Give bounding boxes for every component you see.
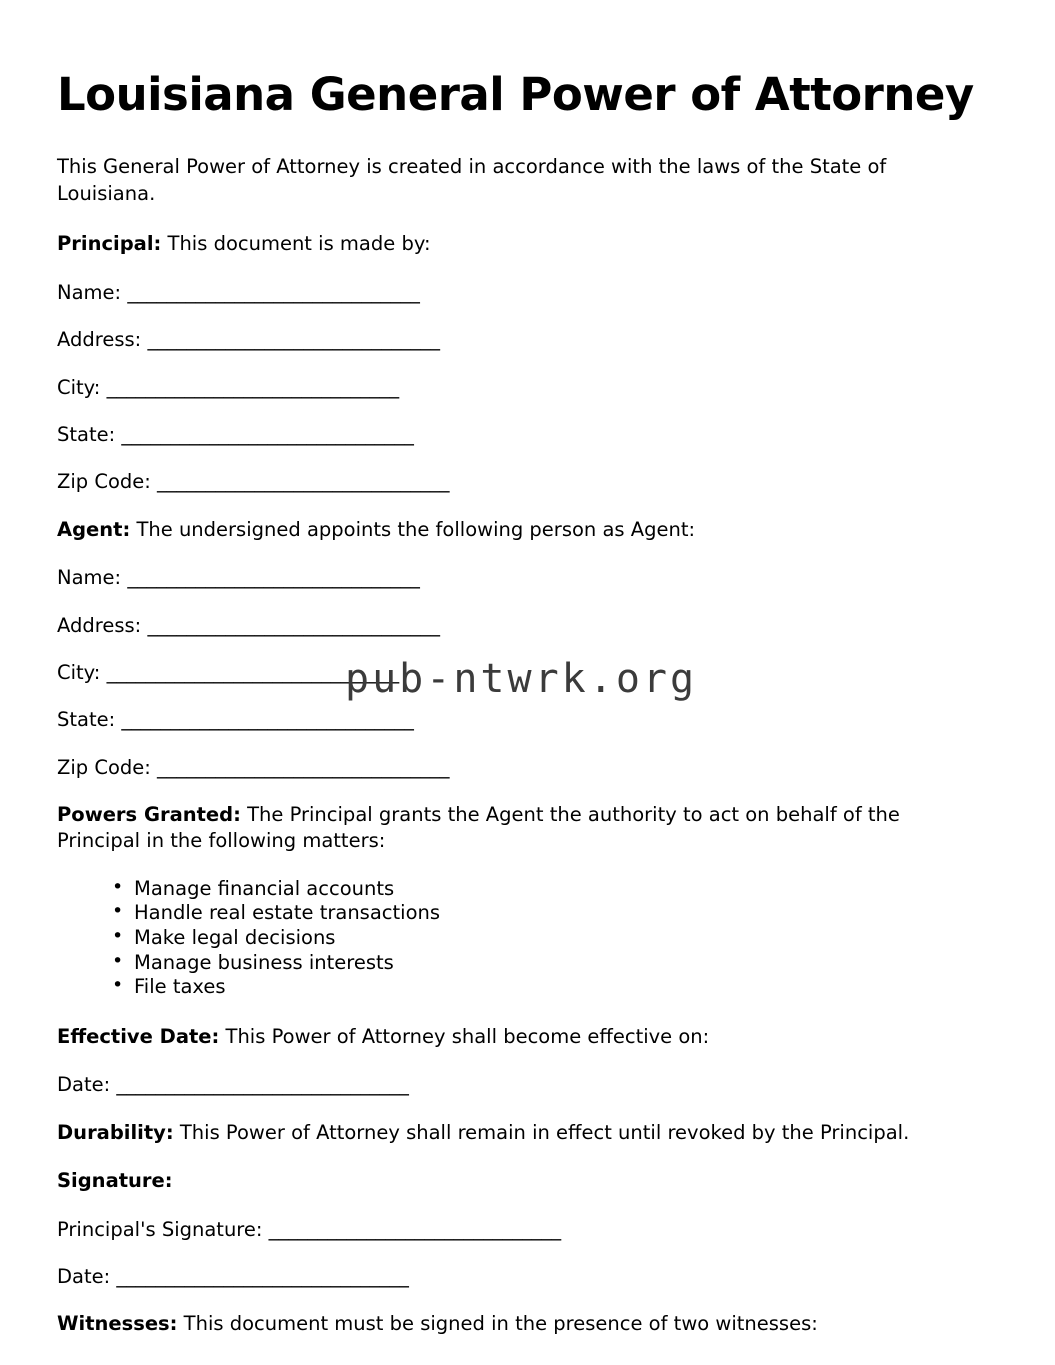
agent-heading [57, 517, 962, 544]
agent-address-label: Address: [57, 613, 148, 637]
list-item: • File taxes [112, 975, 987, 1000]
powers-granted-text: The Principal grants the Agent the authority to act on behalf of the Principal in the following matters: [57, 802, 900, 853]
witnesses-label: Witnesses: [57, 1312, 178, 1336]
agent-zip-blank[interactable]: ______________________________ [157, 755, 450, 779]
witnesses-heading [57, 1311, 962, 1338]
agent-name-blank[interactable]: ______________________________ [127, 566, 420, 590]
agent-state-label: State: [57, 708, 122, 732]
principal-signature-blank[interactable]: ______________________________ [268, 1217, 562, 1241]
agent-heading-text: The undersigned appoints the following person as Agent: [130, 517, 696, 541]
principal-name-blank[interactable]: ______________________________ [127, 280, 420, 304]
principal-state-field [57, 422, 987, 447]
principal-zip-label: Zip Code: [57, 470, 158, 494]
agent-zip-label: Zip Code: [57, 755, 158, 779]
principal-label: Principal: [57, 232, 162, 256]
agent-state-blank[interactable]: ______________________________ [121, 708, 414, 732]
agent-address-field [57, 613, 987, 638]
agent-zip-field [57, 755, 987, 780]
principal-heading-text: This document is made by: [161, 232, 431, 256]
powers-granted-label: Powers Granted: [57, 802, 241, 826]
principal-city-label: City: [57, 375, 107, 399]
powers-granted-heading [57, 802, 962, 855]
principal-heading [57, 231, 962, 258]
principal-state-blank[interactable]: ______________________________ [121, 422, 414, 446]
site-watermark: pub-ntwrk.org [345, 656, 698, 702]
agent-label: Agent: [57, 517, 131, 541]
effective-date-label: Effective Date: [57, 1024, 220, 1048]
principal-name-label: Name: [57, 280, 128, 304]
signature-date-blank[interactable]: ______________________________ [116, 1264, 409, 1288]
signature-heading [57, 1168, 962, 1195]
principal-zip-blank[interactable]: ______________________________ [157, 470, 450, 494]
principal-address-field [57, 327, 987, 352]
effective-date-field [57, 1072, 987, 1097]
intro-paragraph: This General Power of Attorney is created in accordance with the laws of the State of Louisiana. [57, 155, 887, 205]
principal-name-field [57, 280, 987, 305]
agent-city-field [57, 660, 987, 685]
principal-address-label: Address: [57, 328, 148, 352]
effective-date-blank[interactable]: ______________________________ [116, 1073, 409, 1097]
effective-date-heading [57, 1024, 962, 1051]
effective-date-field-label: Date: [57, 1073, 117, 1097]
principal-zip-field [57, 469, 987, 494]
principal-city-blank[interactable]: ______________________________ [106, 375, 400, 399]
principal-signature-field [57, 1217, 987, 1242]
list-item: • Manage financial accounts [112, 877, 987, 902]
principal-state-label: State: [57, 422, 122, 446]
signature-date-label: Date: [57, 1264, 117, 1288]
agent-name-field [57, 565, 987, 590]
principal-city-field [57, 375, 987, 400]
agent-city-blank[interactable]: ______________________________ [106, 660, 400, 684]
list-item: • Handle real estate transactions [112, 901, 987, 926]
list-item: • Make legal decisions [112, 926, 987, 951]
effective-date-text: This Power of Attorney shall become effective on: [219, 1024, 710, 1048]
page-title: Louisiana General Power of Attorney [57, 68, 974, 121]
agent-name-label: Name: [57, 566, 128, 590]
list-item: • Manage business interests [112, 951, 987, 976]
principal-address-blank[interactable]: ______________________________ [147, 328, 440, 352]
durability-label: Durability: [57, 1120, 174, 1144]
durability-text: This Power of Attorney shall remain in effect until revoked by the Principal. [173, 1120, 910, 1144]
durability-heading [57, 1120, 962, 1147]
agent-city-label: City: [57, 660, 107, 684]
witnesses-text: This document must be signed in the presence of two witnesses: [177, 1312, 818, 1336]
signature-date-field [57, 1264, 987, 1289]
signature-label: Signature: [57, 1169, 173, 1193]
agent-address-blank[interactable]: ______________________________ [147, 613, 440, 637]
powers-list [57, 877, 987, 1000]
principal-signature-label: Principal's Signature: [57, 1217, 269, 1241]
agent-state-field [57, 707, 987, 732]
